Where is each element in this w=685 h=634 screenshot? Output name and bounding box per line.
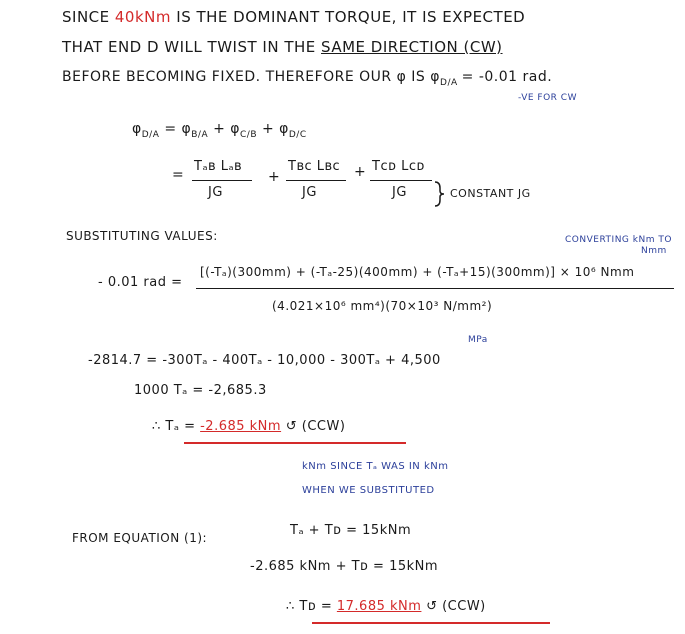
td-value: 17.685 kNm bbox=[336, 599, 422, 614]
phi-subscript: C/B bbox=[240, 129, 257, 140]
therefore-td: ∴ Tᴅ = bbox=[286, 599, 333, 614]
phi-subscript: D/A bbox=[141, 129, 160, 140]
intro-text: IS THE DOMINANT TORQUE, IT IS EXPECTED bbox=[171, 8, 526, 26]
therefore-ta: ∴ Tₐ = bbox=[152, 419, 196, 434]
section-heading: SUBSTITUTING VALUES: bbox=[66, 229, 218, 243]
phi-value: = -0.01 rad. bbox=[461, 69, 553, 85]
unit-note: WHEN WE SUBSTITUTED bbox=[302, 485, 435, 496]
unit-note: kNm SINCE Tₐ WAS IN kNm bbox=[302, 461, 449, 472]
intro-text: SINCE bbox=[62, 8, 115, 26]
intro-line-3 bbox=[62, 70, 552, 88]
fraction-2-denominator: JG bbox=[302, 185, 317, 200]
equation-phi-sum bbox=[132, 122, 307, 140]
plus-sign: + bbox=[268, 169, 281, 185]
fraction-2-bar bbox=[286, 180, 346, 181]
intro-text: BEFORE BECOMING FIXED. THEREFORE OUR φ IS bbox=[62, 69, 431, 85]
step-expanded: -2814.7 = -300Tₐ - 400Tₐ - 10,000 - 300Tₐ + 4,500 bbox=[88, 353, 441, 368]
dominant-torque: 40kNm bbox=[114, 8, 171, 26]
fraction-2-numerator: Tʙᴄ Lʙᴄ bbox=[288, 159, 341, 174]
ta-value: -2.685 kNm bbox=[200, 419, 282, 434]
fraction-3-numerator: Tᴄᴅ Lᴄᴅ bbox=[372, 159, 425, 174]
td-result bbox=[286, 600, 486, 613]
fraction-3-bar bbox=[370, 180, 432, 181]
phi-subscript: D/A bbox=[440, 77, 458, 88]
step-collected: 1000 Tₐ = -2,685.3 bbox=[134, 383, 267, 398]
fraction-1-denominator: JG bbox=[208, 185, 223, 200]
substitution-denominator: (4.021×10⁶ mm⁴)(70×10³ N/mm²) bbox=[272, 299, 493, 313]
phi-symbol: φ bbox=[430, 69, 441, 85]
fraction-1-numerator: Tₐʙ Lₐʙ bbox=[194, 159, 243, 174]
equation-1-restated: Tₐ + Tᴅ = 15kNm bbox=[290, 523, 412, 538]
result-underline bbox=[312, 622, 550, 624]
fraction-1-bar bbox=[192, 180, 252, 181]
conversion-note: CONVERTING kNm TO bbox=[565, 235, 672, 245]
plus-phi: + φ bbox=[261, 121, 289, 137]
intro-text: THAT END D WILL TWIST IN THE bbox=[62, 38, 322, 56]
substitution-fraction-bar bbox=[196, 288, 674, 289]
plus-sign: + bbox=[354, 164, 367, 180]
phi-subscript: D/C bbox=[288, 129, 307, 140]
ccw-direction: ↺ (CCW) bbox=[285, 419, 346, 434]
intro-line-1 bbox=[62, 10, 525, 25]
mpa-note: MPa bbox=[468, 335, 488, 345]
ccw-direction: ↺ (CCW) bbox=[426, 599, 486, 614]
negative-cw-note: -VE FOR CW bbox=[518, 93, 577, 103]
equals-phi: = φ bbox=[164, 121, 192, 137]
constant-jg-note: CONSTANT JG bbox=[450, 187, 531, 200]
plus-phi: + φ bbox=[213, 121, 240, 137]
phi-symbol: φ bbox=[132, 121, 142, 137]
same-direction-phrase: SAME DIRECTION (CW) bbox=[321, 38, 503, 56]
lhs-value: - 0.01 rad = bbox=[98, 275, 183, 290]
from-equation-label: FROM EQUATION (1): bbox=[72, 531, 208, 545]
conversion-note-unit: Nmm bbox=[641, 246, 667, 256]
result-underline bbox=[184, 442, 406, 444]
phi-subscript: B/A bbox=[191, 129, 209, 140]
curly-brace-icon bbox=[432, 180, 446, 208]
equation-1-substituted: -2.685 kNm + Tᴅ = 15kNm bbox=[250, 559, 439, 574]
substitution-numerator: [(-Tₐ)(300mm) + (-Tₐ-25)(400mm) + (-Tₐ+15)(300mm)] × 10⁶ Nmm bbox=[200, 265, 635, 279]
ta-result bbox=[152, 420, 345, 433]
fraction-3-denominator: JG bbox=[392, 185, 407, 200]
equals-sign: = bbox=[172, 167, 185, 183]
intro-line-2 bbox=[62, 40, 503, 55]
